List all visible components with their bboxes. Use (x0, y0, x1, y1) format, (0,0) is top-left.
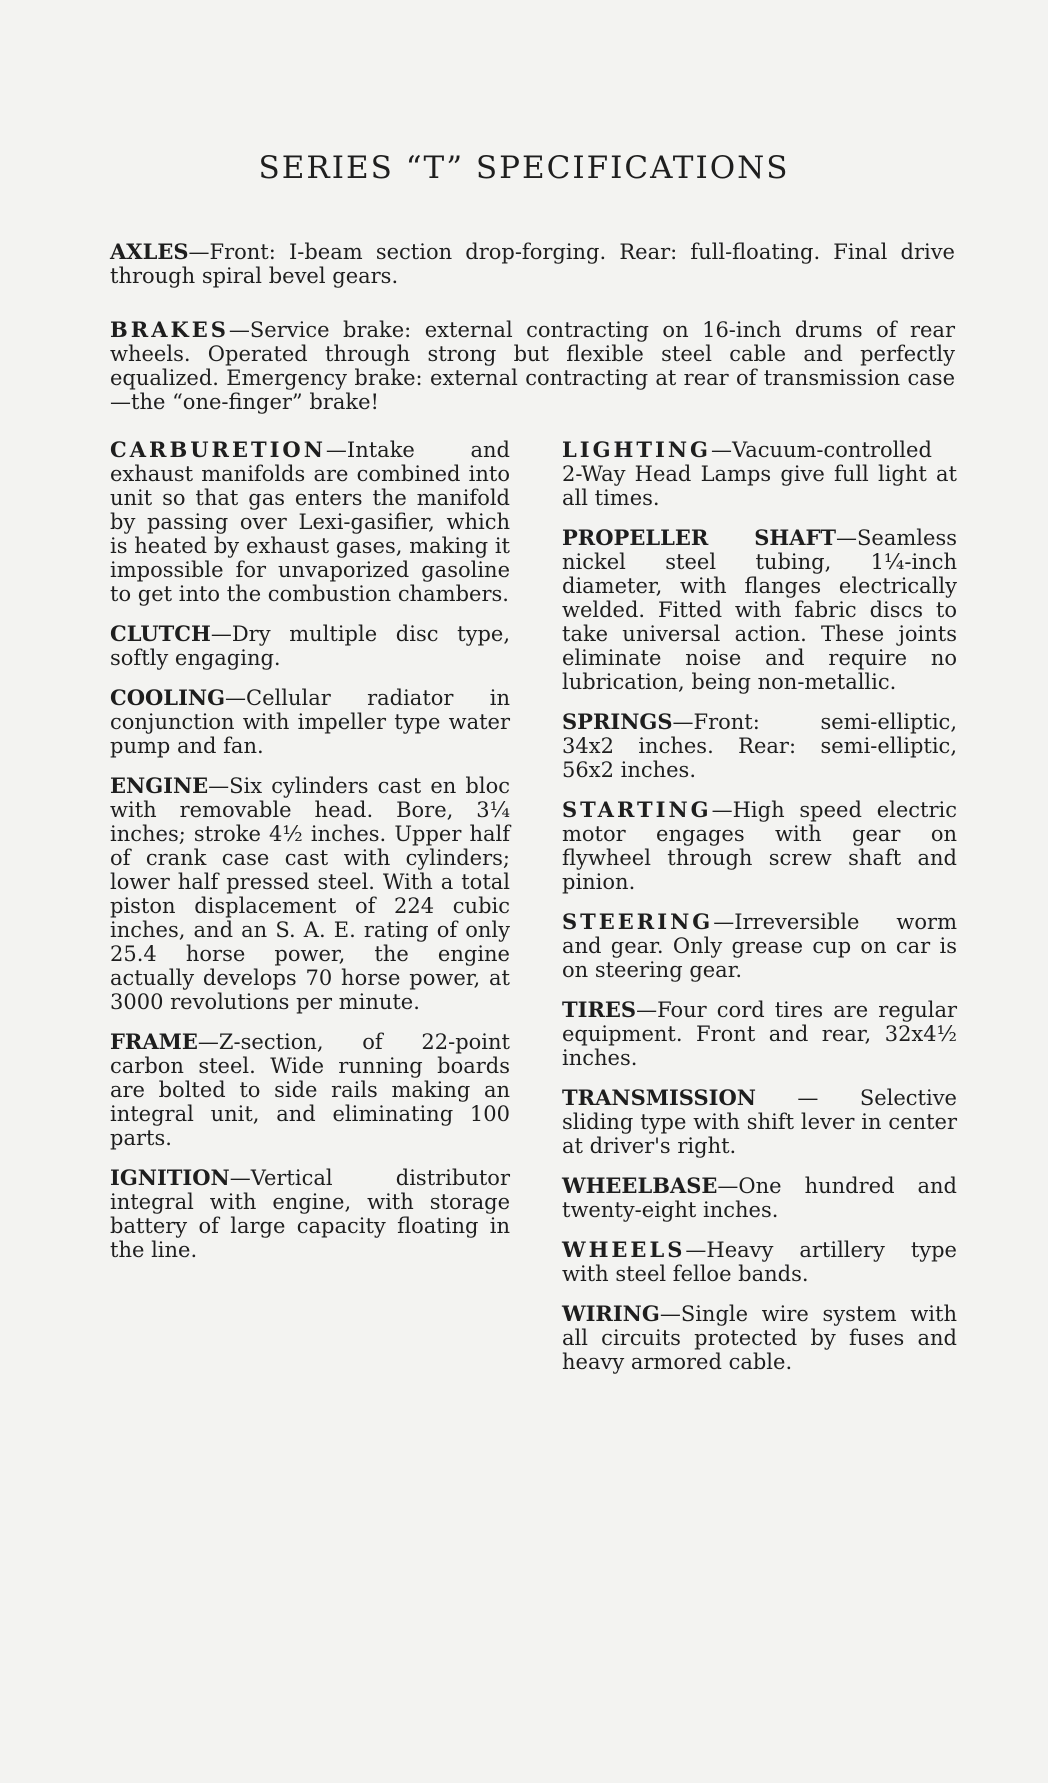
spec-wheelbase (562, 1174, 957, 1222)
spec-text: —High speed electric motor engages with gear on flywheel through screw shaft and pinion. (562, 798, 957, 894)
spec-text: —Service brake: external contracting on 16-inch drums of rear wheels. Operated through strong but flexible steel cable and perfectly equalized. Emergency brake: external contracting at rear of transmission case—the “one-finger” brake! (110, 318, 955, 414)
spec-springs (562, 710, 957, 782)
spec-term: AXLES (110, 239, 189, 264)
spec-lighting (562, 438, 957, 510)
spec-term: ENGINE (110, 773, 209, 798)
spec-carburetion (110, 438, 510, 606)
spec-ignition (110, 1166, 510, 1262)
spec-term: WHEELS (562, 1237, 686, 1262)
spec-text: —Six cylinders cast en bloc with removable head. Bore, 3¼ inches; stroke 4½ inches. Upper half of crank case cast with cylinders; lower half pressed steel. With a total piston displacement of 224 cubic inches, and an S. A. E. rating of only 25.4 horse power, the engine actually develops 70 horse power, at 3000 revolutions per minute. (110, 774, 510, 1014)
spec-text: —Intake and exhaust manifolds are combined into unit so that gas enters the manifold by passing over Lexi-gasifier, which is heated by exhaust gases, making it impossible for unvaporized gasoline to get into the combustion chambers. (110, 438, 510, 606)
spec-term: CLUTCH (110, 621, 211, 646)
spec-starting (562, 798, 957, 894)
spec-term: SPRINGS (562, 709, 673, 734)
spec-term: LIGHTING (562, 437, 711, 462)
spec-term: STEERING (562, 909, 714, 934)
spec-text: —Dry multiple disc type, softly engaging. (110, 622, 510, 670)
spec-clutch (110, 622, 510, 670)
spec-text: —Four cord tires are regular equipment. Front and rear, 32x4½ inches. (562, 998, 957, 1070)
spec-text: —Z-section, of 22-point carbon steel. Wide running boards are bolted to side rails making an integral unit, and eliminating 100 parts. (110, 1030, 510, 1150)
spec-propeller-shaft (562, 526, 957, 694)
spec-term: COOLING (110, 685, 226, 710)
spec-steering (562, 910, 957, 982)
spec-text: —Front: I-beam section drop-forging. Rear: full-floating. Final drive through spiral bevel gears. (110, 240, 955, 288)
spec-text: —Irreversible worm and gear. Only grease cup on car is on steering gear. (562, 910, 957, 982)
spec-term: FRAME (110, 1029, 198, 1054)
spec-text: —Cellular radiator in conjunction with impeller type water pump and fan. (110, 686, 510, 758)
spec-frame (110, 1030, 510, 1150)
spec-text: —Vertical distributor integral with engine, with storage battery of large capacity floating in the line. (110, 1166, 510, 1262)
spec-text: —Heavy artillery type with steel felloe bands. (562, 1238, 957, 1286)
spec-cooling (110, 686, 510, 758)
spec-term: STARTING (562, 797, 712, 822)
spec-term: PROPELLER SHAFT (562, 525, 837, 550)
spec-term: WHEELBASE (562, 1173, 718, 1198)
spec-term: TRANSMISSION (562, 1085, 756, 1110)
left-column (110, 438, 510, 1278)
right-column (562, 438, 957, 1390)
spec-text: —Vacuum-controlled 2-Way Head Lamps give full light at all times. (562, 438, 957, 510)
spec-term: CARBURETION (110, 437, 326, 462)
spec-text: — Selective sliding type with shift lever in center at driver's right. (562, 1086, 957, 1158)
spec-brakes (110, 318, 955, 414)
page-title: SERIES “T” SPECIFICATIONS (258, 150, 790, 186)
spec-wiring (562, 1302, 957, 1374)
spec-text: —Front: semi-elliptic, 34x2 inches. Rear: semi-elliptic, 56x2 inches. (562, 710, 957, 782)
spec-axles (110, 240, 955, 288)
spec-engine (110, 774, 510, 1014)
spec-term: IGNITION (110, 1165, 230, 1190)
spec-text: —One hundred and twenty-eight inches. (562, 1174, 957, 1222)
spec-tires (562, 998, 957, 1070)
spec-term: WIRING (562, 1301, 660, 1326)
spec-term: BRAKES (110, 317, 229, 342)
spec-term: TIRES (562, 997, 637, 1022)
spec-text: —Single wire system with all circuits protected by fuses and heavy armored cable. (562, 1302, 957, 1374)
spec-transmission (562, 1086, 957, 1158)
spec-wheels (562, 1238, 957, 1286)
spec-text: —Seamless nickel steel tubing, 1¼-inch diameter, with flanges electrically welded. Fitted with fabric discs to take universal action. These joints eliminate noise and require no lubrication, being non-metallic. (562, 526, 957, 694)
